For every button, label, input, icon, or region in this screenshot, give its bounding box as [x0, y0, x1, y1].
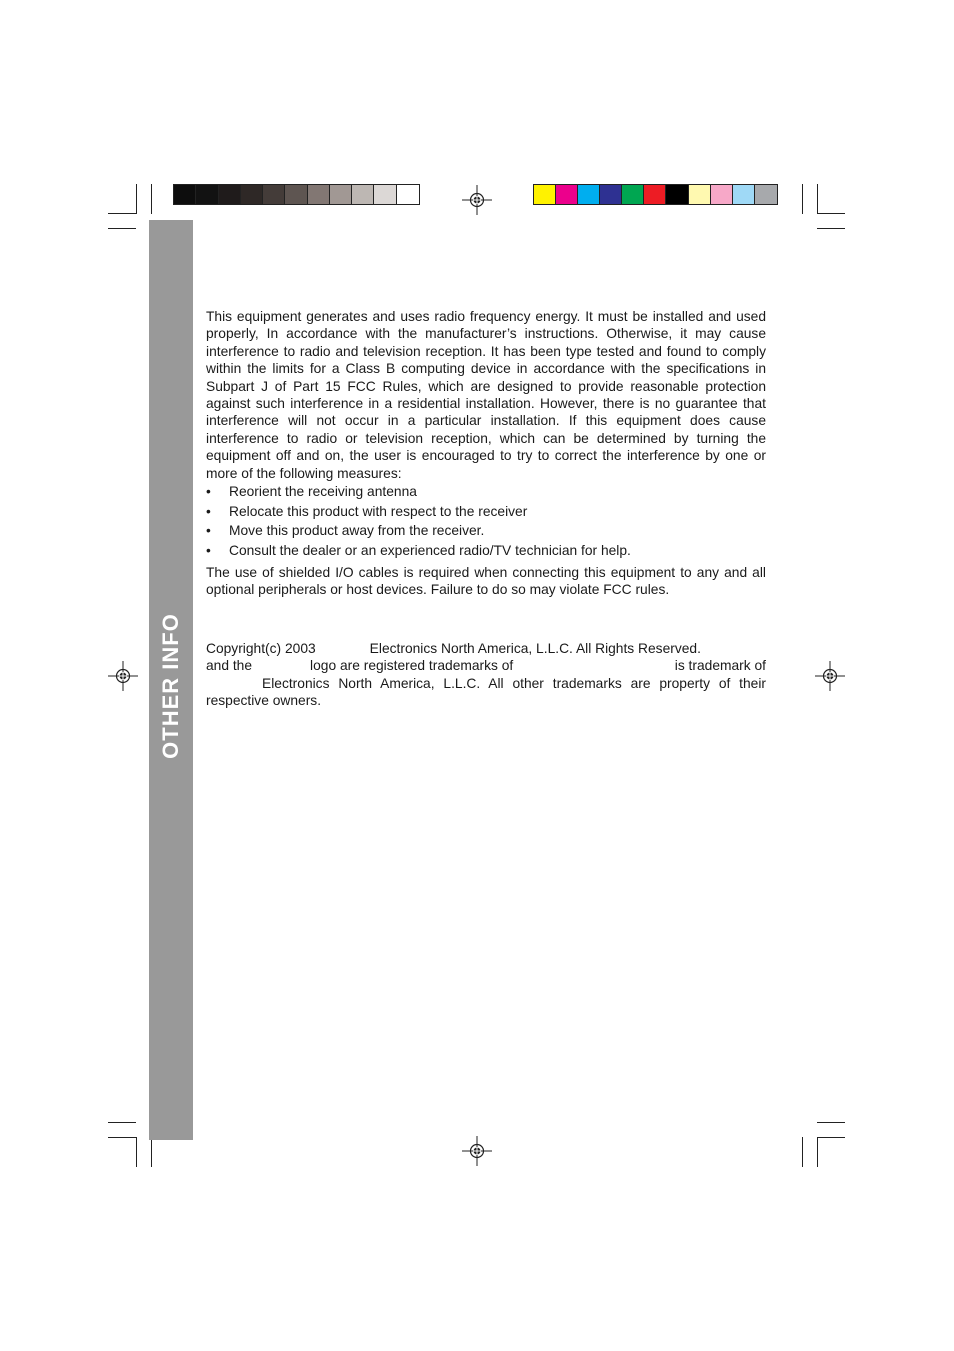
- crop-mark: [817, 1137, 845, 1138]
- crop-mark: [108, 228, 136, 229]
- color-swatch: [219, 185, 241, 204]
- crop-mark: [802, 184, 803, 214]
- copyright-notice: [206, 640, 766, 710]
- copyright-line: [206, 640, 766, 657]
- copyright-year: Copyright(c) 2003: [206, 641, 316, 656]
- color-swatch: [374, 185, 396, 204]
- color-swatch: [263, 185, 285, 204]
- color-swatch: [352, 185, 374, 204]
- bullet-icon: •: [206, 523, 211, 539]
- color-swatch: [755, 185, 777, 204]
- color-swatch: [397, 185, 419, 204]
- list-item: [206, 482, 766, 502]
- registration-mark-icon: [462, 1136, 492, 1166]
- list-item: [206, 502, 766, 522]
- color-swatch: [308, 185, 330, 204]
- copyright-holder: Electronics North America, L.L.C. All Rights Reserved.: [369, 641, 701, 656]
- color-swatch: [644, 185, 666, 204]
- crop-mark: [136, 1137, 137, 1167]
- trademark-line: [206, 657, 766, 674]
- bullet-icon: •: [206, 542, 211, 558]
- color-swatch: [241, 185, 263, 204]
- measures-list: [206, 482, 766, 560]
- list-item: [206, 541, 766, 561]
- cables-note: The use of shielded I/O cables is required when connecting this equipment to any and all optional peripherals or host devices. Failure to do so may violate FCC rules.: [206, 565, 766, 598]
- bullet-icon: •: [206, 503, 211, 519]
- color-swatch: [285, 185, 307, 204]
- crop-mark: [151, 1137, 152, 1167]
- color-swatch: [196, 185, 218, 204]
- crop-mark: [151, 184, 152, 214]
- trademark-text: and the: [206, 658, 253, 674]
- crop-mark: [817, 184, 818, 214]
- color-swatch: [711, 185, 733, 204]
- measure-text: Reorient the receiving antenna: [229, 484, 417, 499]
- crop-mark: [817, 1137, 818, 1167]
- crop-mark: [108, 1137, 136, 1138]
- measure-text: Consult the dealer or an experienced radio/TV technician for help.: [229, 542, 631, 558]
- color-swatch: [174, 185, 196, 204]
- color-swatch: [556, 185, 578, 204]
- section-title: OTHER INFO: [158, 613, 183, 759]
- color-swatch: [330, 185, 352, 204]
- process-color-bar: [533, 184, 778, 205]
- color-swatch: [600, 185, 622, 204]
- fcc-notice-paragraph: This equipment generates and uses radio frequency energy. It must be installed and used properly, In accordance with the manufacturer’s instructions. Otherwise, it may cause interference to radio and television reception. It has been type tested and found to comply within the limits for a Class B computing device in accordance with the specifications in Subpart J of Part 15 FCC Rules, which are designed to provide reasonable protection against such interference in a residential installation. However, there is no guarantee that interference will not occur in a particular installation. If this equipment does cause interference to radio or television reception, which can be determined by turning the equipment off and on, the user is encouraged to try to correct the interference by one or more of the following measures:: [206, 309, 766, 481]
- color-swatch: [733, 185, 755, 204]
- crop-mark: [136, 184, 137, 214]
- trademark-text: Electronics North America, L.L.C. All other trademarks are property of their respective owners.: [206, 675, 766, 709]
- measure-text: Relocate this product with respect to the receiver: [229, 503, 528, 519]
- measure-text: Move this product away from the receiver.: [229, 523, 485, 539]
- crop-mark: [108, 1122, 136, 1123]
- crop-mark: [817, 228, 845, 229]
- trademark-text: is trademark of: [674, 658, 766, 674]
- color-swatch: [666, 185, 688, 204]
- grayscale-color-bar: [173, 184, 420, 205]
- registration-mark-icon: [462, 185, 492, 215]
- trademark-owners: [206, 675, 766, 710]
- registration-mark-icon: [815, 661, 845, 691]
- color-swatch: [578, 185, 600, 204]
- registration-mark-icon: [108, 661, 138, 691]
- color-swatch: [534, 185, 556, 204]
- crop-mark: [817, 1122, 845, 1123]
- color-swatch: [689, 185, 711, 204]
- bullet-icon: •: [206, 484, 211, 499]
- crop-mark: [817, 213, 845, 214]
- color-swatch: [622, 185, 644, 204]
- trademark-text: logo are registered trademarks of: [310, 658, 514, 674]
- crop-mark: [802, 1137, 803, 1167]
- list-item: [206, 521, 766, 541]
- crop-mark: [108, 213, 136, 214]
